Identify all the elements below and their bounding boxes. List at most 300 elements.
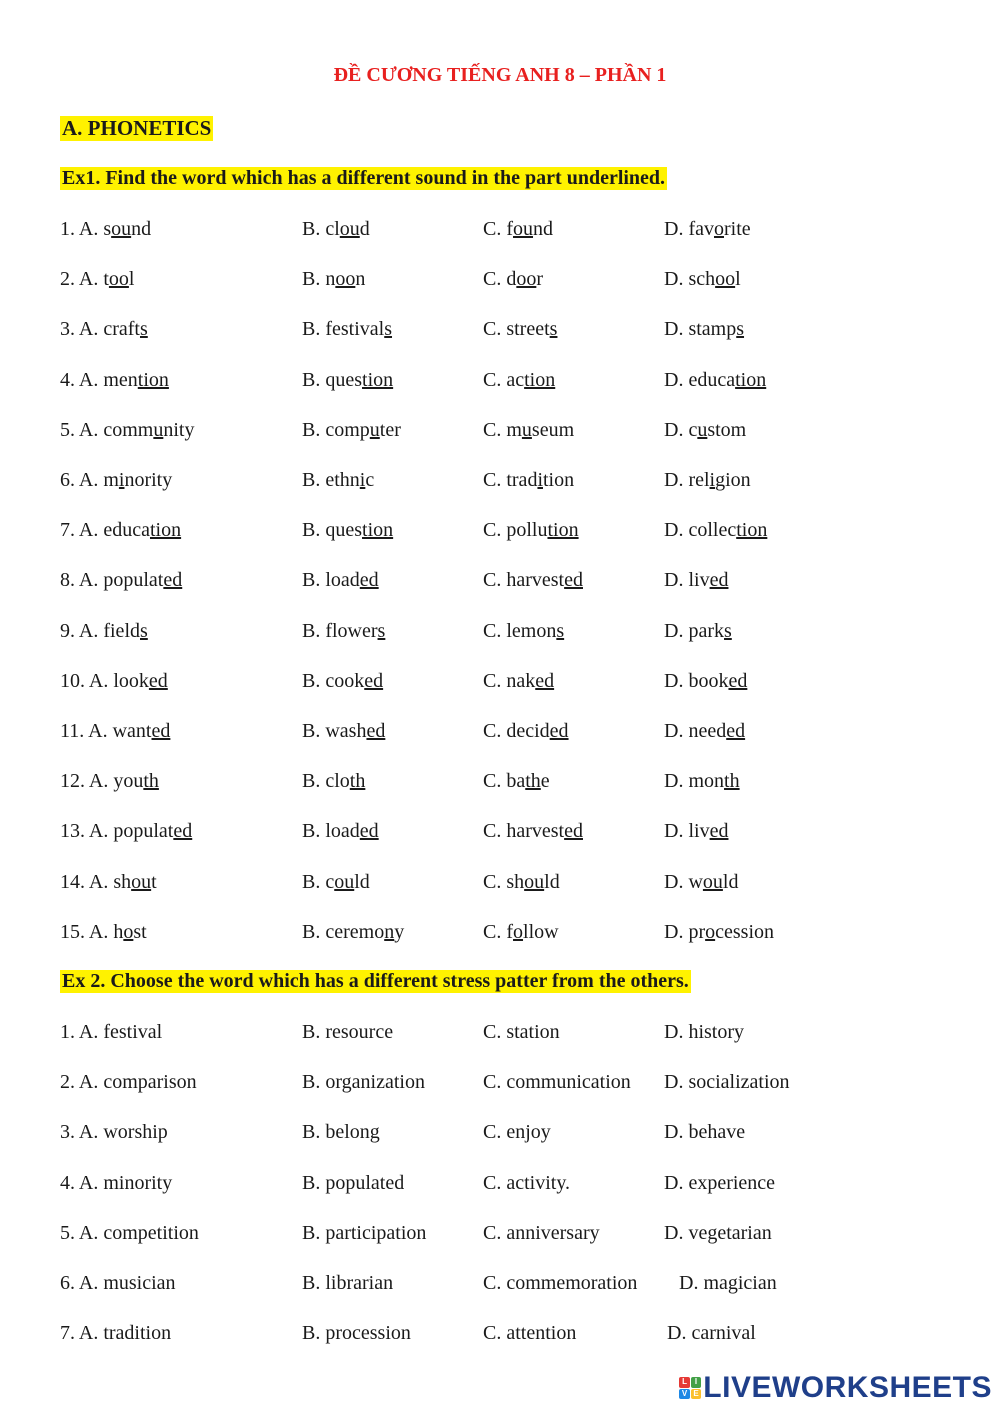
answer-option[interactable] xyxy=(664,218,751,241)
answer-option[interactable] xyxy=(302,620,385,643)
logo-mark-icon xyxy=(679,1377,701,1399)
option-label: B. xyxy=(302,469,326,491)
answer-option[interactable]: B. populated xyxy=(302,1171,405,1194)
word-part: nity xyxy=(163,418,195,441)
option-label: C. xyxy=(483,820,507,843)
page-title: ĐỀ CƯƠNG TIẾNG ANH 8 – PHẦN 1 xyxy=(333,64,667,86)
answer-option[interactable] xyxy=(664,369,766,392)
underlined-part: ed xyxy=(173,820,193,843)
answer-option[interactable] xyxy=(60,871,157,894)
word-part: load xyxy=(325,569,360,592)
underlined-part: ou xyxy=(524,870,545,893)
answer-option[interactable] xyxy=(483,268,543,291)
answer-option[interactable]: B. belong xyxy=(302,1121,380,1144)
word-part: ld xyxy=(544,870,560,893)
word-part: want xyxy=(112,720,152,742)
word-part: seum xyxy=(531,418,575,441)
word-part: f xyxy=(506,920,514,943)
answer-option[interactable] xyxy=(302,469,374,492)
answer-option[interactable] xyxy=(664,318,744,341)
underlined-part: u xyxy=(521,418,532,441)
underlined-part: th xyxy=(724,770,740,793)
answer-option[interactable] xyxy=(60,519,181,542)
word-part: comm xyxy=(103,418,154,441)
answer-option[interactable] xyxy=(483,318,557,341)
underlined-part: o xyxy=(123,920,134,943)
underlined-part: tion xyxy=(362,368,394,391)
word-part: book xyxy=(688,669,729,692)
option-label: B. xyxy=(302,770,326,793)
underlined-part: ed xyxy=(728,669,748,692)
option-label: B. xyxy=(302,368,326,391)
answer-option[interactable] xyxy=(664,871,738,894)
word-part: educa xyxy=(103,519,150,542)
word-part: f xyxy=(506,218,514,240)
underlined-part: u xyxy=(153,418,164,441)
answer-option[interactable]: C. activity. xyxy=(483,1171,571,1194)
answer-option[interactable] xyxy=(483,620,564,643)
option-label: 13. A. xyxy=(60,820,114,843)
question-row xyxy=(0,770,1000,800)
underlined-part: s xyxy=(377,619,386,642)
word-part: park xyxy=(688,619,724,642)
answer-option[interactable]: B. procession xyxy=(302,1322,411,1345)
question-row xyxy=(0,1272,1000,1302)
word-part: w xyxy=(688,870,703,893)
option-label: C. xyxy=(483,418,507,441)
answer-option[interactable]: 6. A. musician xyxy=(60,1272,176,1294)
word-part: comp xyxy=(325,418,370,441)
option-label: C. xyxy=(483,870,507,893)
option-label: B. xyxy=(302,569,326,592)
answer-option[interactable] xyxy=(60,268,134,291)
question-row xyxy=(0,469,1000,499)
answer-option[interactable] xyxy=(483,871,560,894)
option-label: 4. A. xyxy=(60,368,104,391)
answer-option[interactable] xyxy=(483,419,574,442)
underlined-part: u xyxy=(369,418,380,441)
option-label: D. xyxy=(664,720,689,742)
option-label: C. xyxy=(483,469,507,491)
logo-letter: E xyxy=(691,1389,702,1400)
answer-option[interactable] xyxy=(60,419,194,442)
word-part: collec xyxy=(688,519,737,542)
answer-option[interactable] xyxy=(60,670,168,693)
word-part: llow xyxy=(523,920,559,943)
word-part: educa xyxy=(688,368,736,391)
answer-option[interactable] xyxy=(302,268,365,291)
answer-option[interactable] xyxy=(302,670,383,693)
underlined-part: ed xyxy=(364,669,384,692)
question-row xyxy=(0,921,1000,951)
answer-option[interactable] xyxy=(302,720,385,743)
word-part: flower xyxy=(325,619,378,642)
answer-option[interactable] xyxy=(664,770,740,793)
word-part: m xyxy=(506,418,522,441)
answer-option[interactable] xyxy=(302,419,401,442)
option-label: B. xyxy=(302,720,326,742)
answer-option[interactable] xyxy=(60,770,159,793)
answer-option[interactable]: D. history xyxy=(664,1021,744,1043)
answer-option[interactable]: D. behave xyxy=(664,1121,746,1144)
option-label: D. xyxy=(664,318,689,341)
word-part: cl xyxy=(325,218,340,240)
option-label: C. xyxy=(483,519,507,542)
word-part: sh xyxy=(113,870,132,893)
question-row xyxy=(0,871,1000,901)
underlined-part: th xyxy=(349,770,366,793)
underlined-part: ed xyxy=(535,669,555,692)
question-row xyxy=(0,519,1000,549)
word-part: cook xyxy=(325,669,365,692)
logo-letter: L xyxy=(679,1377,690,1388)
option-label: D. xyxy=(664,218,689,240)
word-part: n xyxy=(355,268,366,291)
word-part: t xyxy=(103,268,109,291)
question-row xyxy=(0,1222,1000,1252)
answer-option[interactable] xyxy=(302,569,379,592)
option-label: B. xyxy=(302,318,326,341)
word-part: ethn xyxy=(325,469,360,491)
word-part: e xyxy=(540,770,550,793)
underlined-part: ed xyxy=(148,669,168,692)
answer-option[interactable]: D. experience xyxy=(664,1171,776,1194)
option-label: D. xyxy=(664,920,689,943)
option-label: C. xyxy=(483,318,507,341)
underlined-part: ed xyxy=(151,720,171,742)
word-part: populat xyxy=(113,820,174,843)
word-part: load xyxy=(325,820,360,843)
word-part: tion xyxy=(543,469,575,491)
answer-option[interactable]: C. attention xyxy=(483,1322,577,1345)
logo-letter: V xyxy=(679,1389,690,1400)
ex2-instruction: Ex 2. Choose the word which has a different stress patter from the others. xyxy=(62,970,689,992)
word-part: clo xyxy=(325,770,350,793)
word-part: nak xyxy=(506,669,536,692)
answer-option[interactable] xyxy=(60,218,151,241)
answer-option[interactable]: 7. A. tradition xyxy=(60,1322,172,1345)
underlined-part: oo xyxy=(108,268,129,291)
word-part: sch xyxy=(688,268,716,291)
question-row xyxy=(0,369,1000,399)
word-part: t xyxy=(151,870,157,893)
answer-option[interactable]: 3. A. worship xyxy=(60,1121,168,1144)
question-row xyxy=(0,820,1000,850)
option-label: D. xyxy=(664,368,689,391)
answer-option[interactable] xyxy=(483,469,574,492)
option-label: 5. A. xyxy=(60,418,104,441)
answer-option[interactable] xyxy=(302,519,393,542)
option-label: 14. A. xyxy=(60,870,114,893)
underlined-part: s xyxy=(549,318,558,341)
option-label: B. xyxy=(302,619,326,642)
underlined-part: ou xyxy=(339,218,360,240)
option-label: B. xyxy=(302,268,326,291)
ex1-instruction: Ex1. Find the word which has a different sound in the part underlined. xyxy=(62,167,666,189)
answer-option[interactable]: D. carnival xyxy=(667,1322,756,1345)
word-part: harvest xyxy=(506,820,565,843)
word-part: ques xyxy=(325,368,363,391)
answer-option[interactable] xyxy=(483,369,555,392)
question-row xyxy=(0,720,1000,750)
underlined-part: tion xyxy=(547,519,579,542)
answer-option[interactable] xyxy=(483,921,559,944)
answer-option[interactable] xyxy=(302,218,370,241)
underlined-part: ou xyxy=(513,218,534,240)
option-label: C. xyxy=(483,368,507,391)
answer-option[interactable] xyxy=(60,921,147,944)
word-part: m xyxy=(103,469,119,491)
underlined-part: oo xyxy=(516,268,537,291)
option-label: C. xyxy=(483,268,507,291)
answer-option[interactable] xyxy=(664,921,774,944)
underlined-part: tion xyxy=(362,519,394,542)
word-part: nority xyxy=(124,469,173,491)
word-part: nd xyxy=(533,218,554,240)
word-part: trad xyxy=(506,469,538,491)
option-label: D. xyxy=(664,770,689,793)
underlined-part: ou xyxy=(334,870,355,893)
underlined-part: tion xyxy=(736,519,768,542)
word-part: c xyxy=(365,469,375,491)
answer-option[interactable] xyxy=(664,268,741,291)
word-part: c xyxy=(325,870,335,893)
option-label: B. xyxy=(302,418,326,441)
option-label: 8. A. xyxy=(60,569,104,592)
underlined-part: o xyxy=(513,920,524,943)
answer-option[interactable]: C. enjoy xyxy=(483,1121,551,1144)
answer-option[interactable] xyxy=(60,620,148,643)
answer-option[interactable] xyxy=(664,670,747,693)
word-part: look xyxy=(113,669,149,692)
answer-option[interactable]: C. commemoration xyxy=(483,1272,638,1294)
question-row xyxy=(0,1071,1000,1101)
underlined-part: ed xyxy=(366,720,386,742)
word-part: ac xyxy=(506,368,525,391)
answer-option[interactable] xyxy=(60,820,192,843)
word-part: you xyxy=(113,770,144,793)
answer-option[interactable] xyxy=(664,620,732,643)
option-label: 6. A. xyxy=(60,469,104,491)
option-label: D. xyxy=(664,870,689,893)
word-part: n xyxy=(325,268,336,291)
answer-option[interactable] xyxy=(664,469,751,492)
word-part: lemon xyxy=(506,619,557,642)
option-label: C. xyxy=(483,770,507,793)
word-part: s xyxy=(103,218,112,240)
answer-option[interactable] xyxy=(483,720,569,743)
word-part: liv xyxy=(688,820,710,843)
answer-option[interactable] xyxy=(664,519,767,542)
answer-option[interactable] xyxy=(302,921,404,944)
underlined-part: n xyxy=(384,920,395,943)
logo-letter: I xyxy=(691,1377,702,1388)
question-row xyxy=(0,268,1000,298)
liveworksheets-logo xyxy=(679,1371,992,1405)
word-part: craft xyxy=(103,318,140,341)
word-part: r xyxy=(536,268,544,291)
word-part: y xyxy=(394,920,405,943)
underlined-part: ou xyxy=(131,870,152,893)
word-part: wash xyxy=(325,720,367,742)
option-label: D. xyxy=(664,519,689,542)
answer-option[interactable] xyxy=(664,720,745,743)
answer-option[interactable]: C. anniversary xyxy=(483,1221,600,1244)
option-label: C. xyxy=(483,569,507,592)
answer-option[interactable] xyxy=(302,820,379,843)
answer-option[interactable] xyxy=(302,318,392,341)
question-row xyxy=(0,318,1000,348)
underlined-part: o xyxy=(705,920,716,943)
answer-option[interactable] xyxy=(302,871,370,894)
word-part: h xyxy=(113,920,124,943)
underlined-part: i xyxy=(537,469,543,491)
answer-option[interactable] xyxy=(302,369,393,392)
underlined-part: s xyxy=(140,619,148,642)
word-part: d xyxy=(359,218,370,240)
option-label: 15. A. xyxy=(60,920,114,943)
answer-option[interactable] xyxy=(664,820,728,843)
underlined-part: oo xyxy=(715,268,736,291)
answer-option[interactable]: 4. A. minority xyxy=(60,1171,173,1194)
answer-option[interactable] xyxy=(483,569,583,592)
word-part: street xyxy=(506,318,550,341)
option-label: 12. A. xyxy=(60,770,114,793)
option-label: 2. A. xyxy=(60,268,104,291)
option-label: C. xyxy=(483,619,507,642)
option-label: C. xyxy=(483,669,507,692)
answer-option[interactable]: B. organization xyxy=(302,1071,425,1094)
option-label: D. xyxy=(664,268,689,291)
option-label: D. xyxy=(664,418,689,441)
word-part: d xyxy=(506,268,517,291)
answer-option[interactable]: 1. A. festival xyxy=(60,1021,163,1043)
question-row xyxy=(0,620,1000,650)
word-part: ques xyxy=(325,519,363,542)
word-part: cession xyxy=(715,920,775,943)
question-row xyxy=(0,569,1000,599)
option-label: B. xyxy=(302,218,326,240)
underlined-part: ed xyxy=(726,720,746,742)
answer-option[interactable] xyxy=(302,770,365,793)
word-part: need xyxy=(688,720,727,742)
answer-option[interactable]: D. vegetarian xyxy=(664,1221,772,1244)
answer-option[interactable]: D. socialization xyxy=(664,1071,790,1094)
underlined-part: s xyxy=(736,318,745,341)
answer-option[interactable] xyxy=(60,720,170,743)
underlined-part: ed xyxy=(564,820,583,843)
word-part: ld xyxy=(354,870,370,893)
underlined-part: ed xyxy=(709,569,729,592)
option-label: C. xyxy=(483,920,507,943)
underlined-part: i xyxy=(118,469,125,491)
answer-option[interactable]: D. magician xyxy=(679,1272,777,1294)
answer-option[interactable] xyxy=(60,318,148,341)
underlined-part: ed xyxy=(359,820,379,843)
option-label: D. xyxy=(664,820,689,843)
word-part: ceremo xyxy=(325,920,385,943)
word-part: populat xyxy=(103,569,164,592)
option-label: D. xyxy=(664,669,689,692)
word-part: ter xyxy=(379,418,401,441)
answer-option[interactable] xyxy=(60,369,169,392)
underlined-part: tion xyxy=(524,368,556,391)
answer-option[interactable]: 2. A. comparison xyxy=(60,1071,197,1094)
word-part: mon xyxy=(688,770,725,793)
answer-option[interactable] xyxy=(664,419,746,442)
question-row xyxy=(0,1322,1000,1352)
word-part: field xyxy=(103,619,140,642)
option-label: 11. A. xyxy=(60,720,113,742)
word-part: stamp xyxy=(688,318,737,341)
option-label: B. xyxy=(302,669,326,692)
underlined-part: ed xyxy=(549,720,569,742)
question-row xyxy=(0,670,1000,700)
word-part: sh xyxy=(506,870,525,893)
answer-option[interactable] xyxy=(483,820,583,843)
word-part: harvest xyxy=(506,569,565,592)
word-part: pr xyxy=(688,920,706,943)
underlined-part: ed xyxy=(359,569,379,592)
answer-option[interactable]: B. librarian xyxy=(302,1272,394,1294)
option-label: B. xyxy=(302,519,326,542)
answer-option[interactable]: C. communication xyxy=(483,1071,631,1094)
word-part: l xyxy=(735,268,741,291)
answer-option[interactable] xyxy=(60,569,182,592)
answer-option[interactable]: 5. A. competition xyxy=(60,1221,199,1244)
option-label: C. xyxy=(483,218,507,240)
answer-option[interactable]: B. participation xyxy=(302,1221,427,1244)
question-row xyxy=(0,1121,1000,1151)
answer-option[interactable] xyxy=(664,569,728,592)
word-part: c xyxy=(688,418,698,441)
word-part: ld xyxy=(722,870,739,893)
answer-option[interactable] xyxy=(483,218,553,241)
option-label: 10. A. xyxy=(60,669,114,692)
answer-option[interactable]: B. resource xyxy=(302,1021,394,1043)
underlined-part: ed xyxy=(163,569,183,592)
underlined-part: i xyxy=(359,469,366,491)
word-part: fav xyxy=(688,218,714,240)
word-part: decid xyxy=(506,720,550,742)
underlined-part: tion xyxy=(735,368,767,391)
option-label: 7. A. xyxy=(60,519,104,542)
underlined-part: tion xyxy=(137,368,169,391)
answer-option[interactable] xyxy=(483,519,579,542)
underlined-part: ou xyxy=(111,218,132,240)
answer-option[interactable]: C. station xyxy=(483,1021,560,1043)
word-part: gion xyxy=(715,469,751,491)
option-label: 9. A. xyxy=(60,619,104,642)
option-label: 1. A. xyxy=(60,218,104,240)
answer-option[interactable] xyxy=(60,469,172,492)
underlined-part: ou xyxy=(702,870,723,893)
underlined-part: s xyxy=(139,318,148,341)
option-label: B. xyxy=(302,920,326,943)
underlined-part: th xyxy=(525,770,541,793)
underlined-part: s xyxy=(724,619,732,642)
underlined-part: th xyxy=(143,770,159,793)
option-label: D. xyxy=(664,569,689,592)
word-part: stom xyxy=(707,418,747,441)
option-label: B. xyxy=(302,870,326,893)
answer-option[interactable] xyxy=(483,770,550,793)
word-part: men xyxy=(103,368,138,391)
underlined-part: o xyxy=(714,218,724,240)
option-label: D. xyxy=(664,469,689,491)
answer-option[interactable] xyxy=(483,670,554,693)
brand-name: LIVEWORKSHEETS xyxy=(703,1371,992,1404)
